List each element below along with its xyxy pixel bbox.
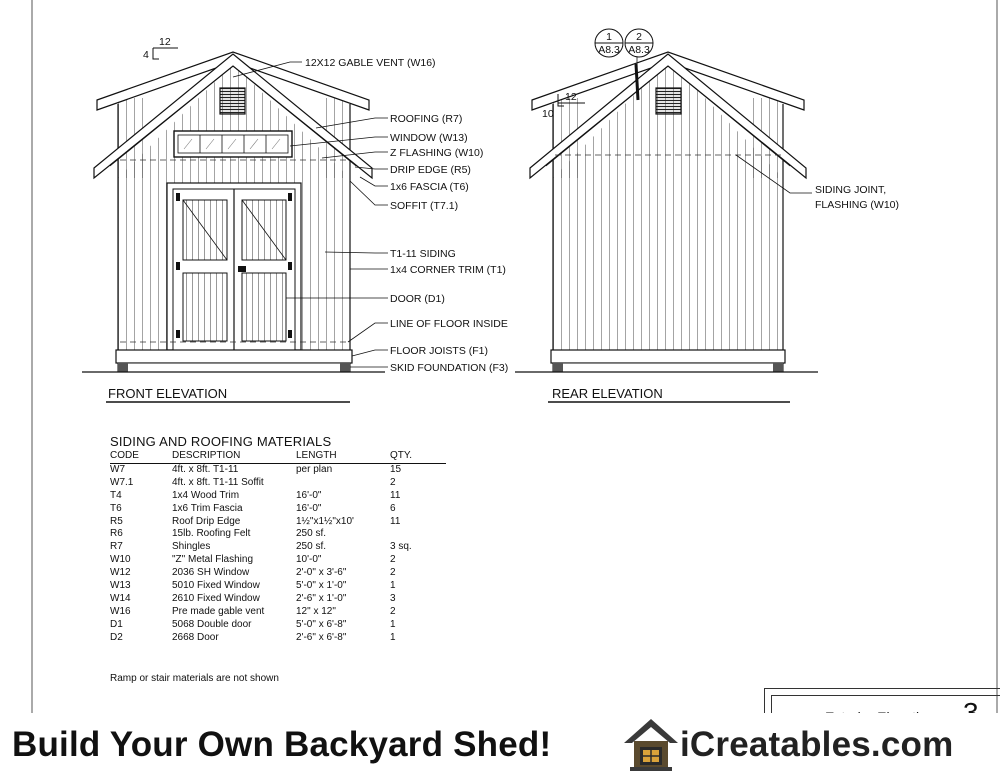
label-siding-joint-2: FLASHING (W10) [815, 199, 900, 211]
cell-description: 5068 Double door [172, 618, 252, 630]
header-code: CODE [110, 450, 172, 463]
table-row [110, 463, 446, 476]
cell-code: R6 [110, 528, 123, 540]
shed-logo-icon [622, 717, 680, 773]
table-row [110, 606, 446, 619]
table-row [110, 580, 446, 593]
cell-length: 2'-0" x 3'-6" [296, 567, 347, 579]
table-row [110, 528, 446, 541]
cell-description: "Z" Metal Flashing [172, 554, 254, 566]
cell-qty: 11 [390, 489, 401, 501]
cell-qty: 2 [390, 567, 396, 579]
rear-elevation [515, 44, 818, 372]
rear-elevation-title: REAR ELEVATION [552, 386, 663, 401]
section-2-number: 2 [636, 31, 642, 43]
label-siding-joint-1: SIDING JOINT, [815, 184, 887, 196]
cell-length: 16'-0" [296, 502, 322, 514]
cell-code: D2 [110, 631, 123, 643]
label-skid: SKID FOUNDATION (F3) [390, 362, 509, 374]
table-header-row [110, 450, 446, 463]
header-qty: QTY. [390, 450, 446, 463]
cell-code: W10 [110, 554, 131, 566]
cell-description: 1x6 Trim Fascia [172, 502, 243, 514]
cell-qty: 2 [390, 476, 396, 488]
cell-code: T4 [110, 489, 122, 501]
cell-qty: 1 [390, 618, 396, 630]
label-siding: T1-11 SIDING [390, 248, 456, 260]
cell-length: 5'-0" x 1'-0" [296, 580, 347, 592]
header-length: LENGTH [296, 450, 390, 463]
label-floor-line: LINE OF FLOOR INSIDE [390, 318, 508, 330]
table-row [110, 477, 446, 490]
cell-description: 15lb. Roofing Felt [172, 528, 251, 540]
cell-length: 10'-0" [296, 554, 322, 566]
cell-code: W16 [110, 605, 131, 617]
label-door: DOOR (D1) [390, 293, 445, 305]
table-row [110, 567, 446, 580]
cell-length: per plan [296, 463, 333, 475]
cell-code: W13 [110, 580, 131, 592]
table-row [110, 503, 446, 516]
header-description: DESCRIPTION [172, 450, 296, 463]
cell-description: Shingles [172, 541, 211, 553]
pitch-rear-rise: 10 [542, 108, 554, 120]
table-row [110, 554, 446, 567]
cell-description: 2668 Door [172, 631, 219, 643]
cell-qty: 15 [390, 463, 402, 475]
label-z-flashing: Z FLASHING (W10) [390, 147, 484, 159]
cell-description: 4ft. x 8ft. T1-11 [172, 463, 239, 475]
label-roofing: ROOFING (R7) [390, 113, 463, 125]
cell-description: Roof Drip Edge [172, 515, 241, 527]
table-row [110, 541, 446, 554]
cell-qty: 3 [390, 592, 396, 604]
cell-qty: 11 [390, 515, 401, 527]
cell-code: R5 [110, 515, 123, 527]
cell-qty: 6 [390, 502, 396, 514]
section-2-ref: A8.3 [628, 44, 650, 56]
label-corner-trim: 1x4 CORNER TRIM (T1) [390, 264, 506, 276]
label-gable-vent: 12X12 GABLE VENT (W16) [305, 57, 436, 69]
table-row [110, 490, 446, 503]
cell-length: 2'-6" x 1'-0" [296, 592, 347, 604]
table-row [110, 516, 446, 529]
cell-length: 5'-0" x 6'-8" [296, 618, 347, 630]
banner-tagline: Build Your Own Backyard Shed! [12, 725, 552, 764]
cell-length: 12" x 12" [296, 605, 336, 617]
cell-length: 2'-6" x 6'-8" [296, 631, 347, 643]
cell-description: 4ft. x 8ft. T1-11 Soffit [172, 476, 264, 488]
cell-qty: 3 sq. [390, 541, 412, 553]
table-row [110, 632, 446, 645]
section-1-number: 1 [606, 31, 612, 43]
cell-length: 1½"x1½"x10' [296, 515, 354, 527]
cell-code: W14 [110, 592, 131, 604]
label-floor-joists: FLOOR JOISTS (F1) [390, 345, 489, 357]
cell-qty: 1 [390, 580, 396, 592]
cell-description: 2036 SH Window [172, 567, 250, 579]
cell-qty [390, 528, 446, 541]
cell-code: W12 [110, 567, 131, 579]
materials-grid [110, 450, 446, 645]
materials-title: SIDING AND ROOFING MATERIALS [110, 434, 332, 449]
label-window: WINDOW (W13) [390, 132, 468, 144]
cell-length: 16'-0" [296, 489, 322, 501]
label-soffit: SOFFIT (T7.1) [390, 200, 459, 212]
pitch-front-rise: 4 [143, 49, 149, 61]
cell-length: 250 sf. [296, 528, 327, 540]
cell-qty: 1 [390, 631, 396, 643]
front-elevation [82, 36, 385, 372]
cell-description: 2610 Fixed Window [172, 592, 260, 604]
cell-length [296, 477, 390, 490]
cell-qty: 2 [390, 554, 396, 566]
cell-code: R7 [110, 541, 123, 553]
front-elevation-title: FRONT ELEVATION [108, 386, 228, 401]
cell-length: 250 sf. [296, 541, 327, 553]
cell-code: T6 [110, 502, 122, 514]
table-row [110, 619, 446, 632]
table-row [110, 593, 446, 606]
pitch-front-run: 12 [159, 36, 171, 48]
cell-description: 5010 Fixed Window [172, 580, 260, 592]
label-fascia: 1x6 FASCIA (T6) [390, 181, 469, 193]
promo-banner [0, 713, 1000, 773]
cell-code: W7.1 [110, 476, 134, 488]
brand-name: iCreatables.com [680, 725, 954, 764]
cell-code: W7 [110, 463, 125, 475]
materials-table [110, 434, 450, 645]
cell-qty: 2 [390, 605, 396, 617]
pitch-rear-run: 12 [565, 91, 577, 103]
cell-code: D1 [110, 618, 123, 630]
cell-description: 1x4 Wood Trim [172, 489, 240, 501]
cell-description: Pre made gable vent [172, 605, 265, 617]
label-drip-edge: DRIP EDGE (R5) [390, 164, 471, 176]
ramp-note: Ramp or stair materials are not shown [110, 673, 279, 684]
section-1-ref: A8.3 [598, 44, 620, 56]
